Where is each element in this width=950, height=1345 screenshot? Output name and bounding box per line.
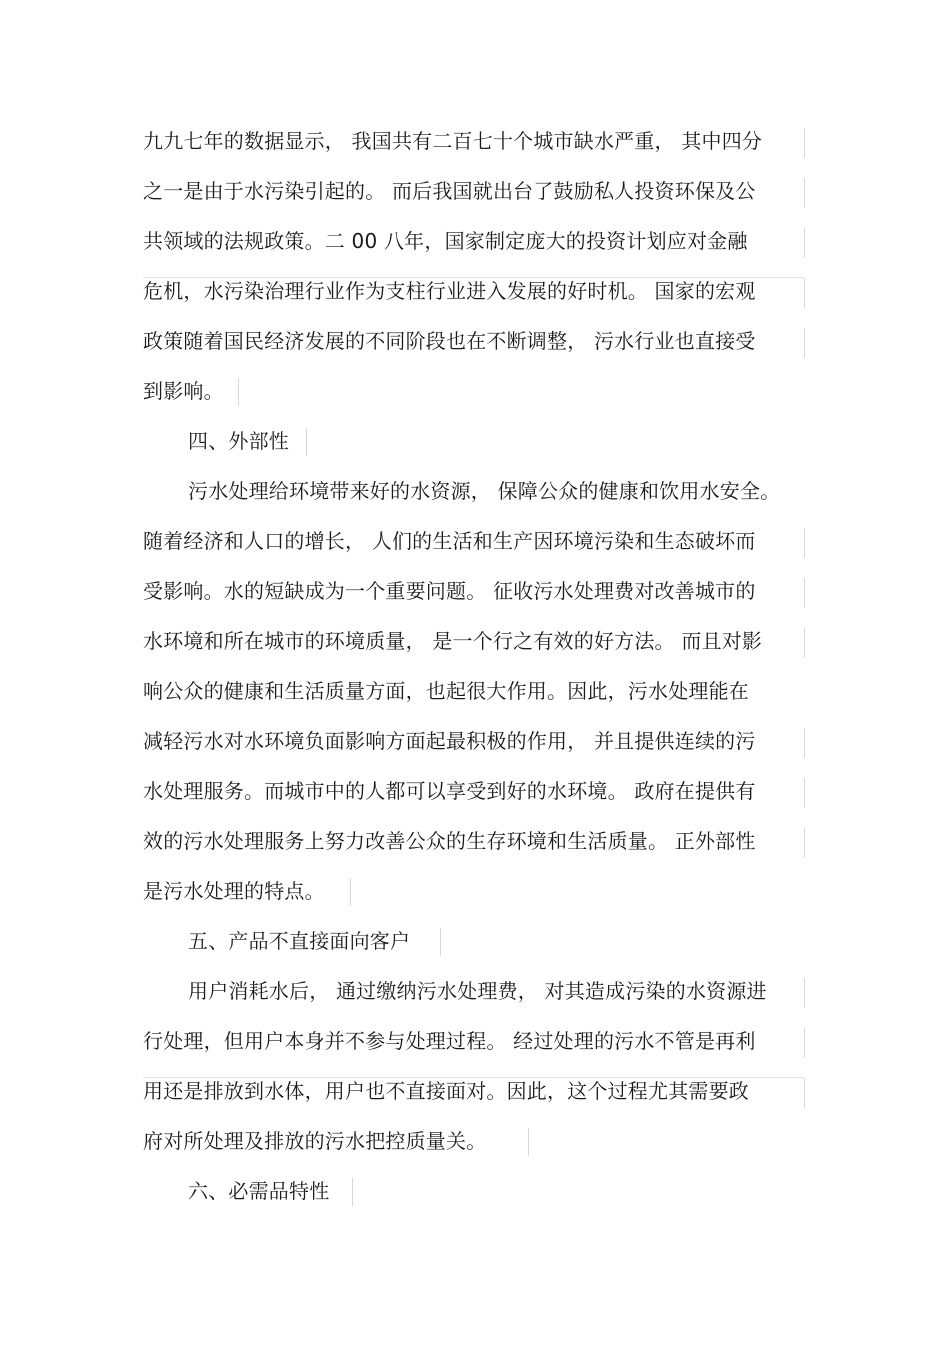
scan-guide-line [440, 928, 441, 956]
text-line-content: 九九七年的数据显示， 我国共有二百七十个城市缺水严重， 其中四分 [143, 129, 763, 153]
text-line-content: 政策随着国民经济发展的不同阶段也在不断调整， 污水行业也直接受 [143, 329, 756, 353]
scan-guide-line [804, 128, 805, 158]
text-line-content: 共领域的法规政策。二 00 八年，国家制定庞大的投资计划应对金融 [143, 229, 748, 253]
scan-guide-line [306, 428, 307, 456]
scan-guide-line [804, 228, 805, 258]
text-line-content: 府对所处理及排放的污水把控质量关。 [143, 1129, 487, 1153]
scan-guide-line [143, 277, 804, 278]
scan-guide-line [528, 1128, 529, 1156]
scan-guide-line [804, 178, 805, 208]
text-line-content: 是污水处理的特点。 [143, 879, 325, 903]
section-heading-text: 六、必需品特性 [188, 1179, 330, 1203]
text-line-content: 危机，水污染治理行业作为支柱行业进入发展的好时机。 国家的宏观 [143, 279, 756, 303]
scan-guide-line [804, 1078, 805, 1108]
scan-guide-line [352, 1178, 353, 1206]
scan-guide-line [804, 728, 805, 758]
text-line-content: 之一是由于水污染引起的。 而后我国就出台了鼓励私人投资环保及公 [143, 179, 756, 203]
text-line-content: 效的污水处理服务上努力改善公众的生存环境和生活质量。 正外部性 [143, 829, 756, 853]
scan-guide-line [804, 628, 805, 658]
section-heading-text: 五、产品不直接面向客户 [188, 929, 411, 953]
text-line-content: 随着经济和人口的增长， 人们的生活和生产因环境污染和生态破坏而 [143, 529, 756, 553]
scan-guide-line [804, 328, 805, 358]
scan-guide-line [804, 578, 805, 608]
text-line-content: 用户消耗水后， 通过缴纳污水处理费， 对其造成污染的水资源进 [188, 979, 767, 1003]
text-line-content: 水处理服务。而城市中的人都可以享受到好的水环境。 政府在提供有 [143, 779, 756, 803]
scan-guide-line [804, 528, 805, 558]
scan-guide-line [804, 778, 805, 808]
text-line-content: 污水处理给环境带来好的水资源， 保障公众的健康和饮用水安全。 [188, 479, 781, 503]
scan-guide-line [804, 1028, 805, 1058]
scan-guide-line [350, 878, 351, 906]
text-line-content: 受影响。水的短缺成为一个重要问题。 征收污水处理费对改善城市的 [143, 579, 756, 603]
text-line-content: 行处理，但用户本身并不参与处理过程。 经过处理的污水不管是再利 [143, 1029, 756, 1053]
text-line-content: 减轻污水对水环境负面影响方面起最积极的作用， 并且提供连续的污 [143, 729, 756, 753]
scan-guide-line [238, 378, 239, 406]
scan-guide-line [804, 978, 805, 1008]
text-line-content: 响公众的健康和生活质量方面，也起很大作用。因此，污水处理能在 [143, 679, 749, 703]
section-heading-text: 四、外部性 [188, 429, 289, 453]
text-line-content: 水环境和所在城市的环境质量， 是一个行之有效的好方法。 而且对影 [143, 629, 763, 653]
scan-guide-line [143, 1077, 804, 1078]
text-line-content: 用还是排放到水体，用户也不直接面对。因此，这个过程尤其需要政 [143, 1079, 749, 1103]
text-line-content: 到影响。 [143, 379, 224, 403]
scan-guide-line [804, 278, 805, 308]
scan-guide-line [804, 828, 805, 858]
